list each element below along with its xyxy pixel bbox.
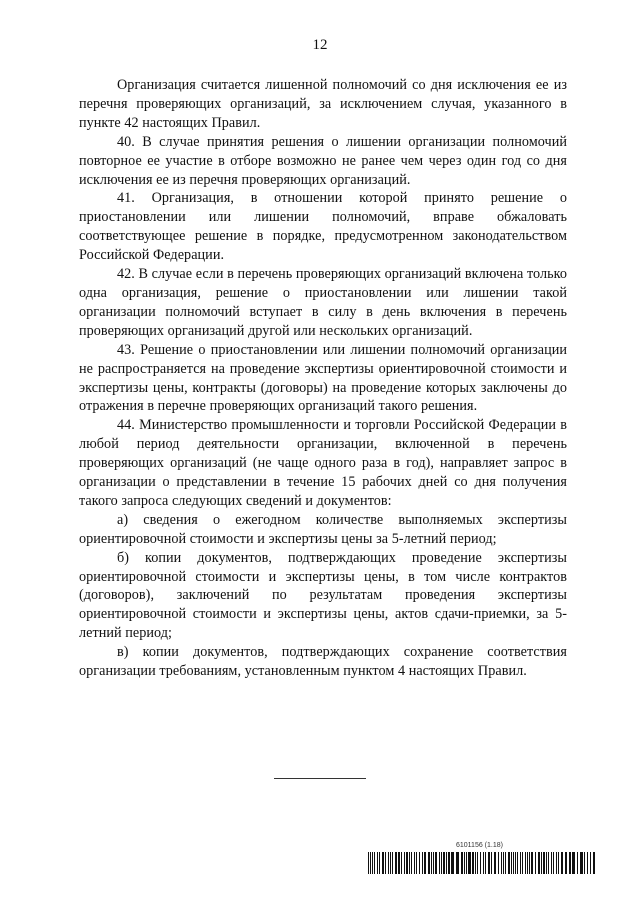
document-body [79,76,567,681]
document-code: 6101156 (1.18) [456,842,503,849]
barcode-icon [368,852,596,874]
paragraph-44-a: а) сведения о ежегодном количестве выполняемых экспертизы ориентировочной стоимости и экспертизы цены за 5-летний период; [79,511,567,547]
paragraph-43: 43. Решение о приостановлении или лишении полномочий организации не распространяется на проведение экспертизы ориентировочной стоимости и экспертизы цены, контракты (договоры) на проведение которых заключены до отражения в перечне проверяющих организаций такого решения. [79,341,567,415]
footnote-separator [274,778,366,779]
paragraph-42: 42. В случае если в перечень проверяющих организаций включена только одна организация, решение о приостановлении или лишении такой организации полномочий вступает в силу в день включения в перечень проверяющих организаций другой или нескольких организаций. [79,266,567,339]
paragraph-40: 40. В случае принятия решения о лишении организации полномочий повторное ее участие в отборе возможно не ранее чем через один год со дня исключения ее из перечня проверяющих организаций. [79,133,567,188]
paragraph-44: 44. Министерство промышленности и торговли Российской Федерации в любой период деятельности организации, включенной в перечень проверяющих организаций (не чаще одного раза в год), направляет запрос в организации о представлении в течение 15 рабочих дней со дня получения такого запроса следующих сведений и документов: [79,417,567,509]
paragraph-deprivation-start: Организация считается лишенной полномочий со дня исключения ее из перечня проверяющих организаций, за исключением случая, указанного в пункте 42 настоящих Правил. [79,77,567,131]
paragraph-41: 41. Организация, в отношении которой принято решение о приостановлении или лишении полномочий, вправе обжаловать соответствующее решение в порядке, предусмотренном законодательством Российской Федерации. [79,190,567,264]
paragraph-44-b: б) копии документов, подтверждающих проведение экспертизы ориентировочной стоимости и экспертизы цены, в том числе контрактов (договоров), заключений по результатам проведения экспертизы ориентировочной стоимости и экспертизы цены, актов сдачи-приемки, за 5-летний период; [79,549,567,642]
page-number: 12 [312,37,328,53]
paragraph-44-v: в) копии документов, подтверждающих сохранение соответствия организации требованиям, установленным пунктом 4 настоящих Правил. [79,644,567,680]
